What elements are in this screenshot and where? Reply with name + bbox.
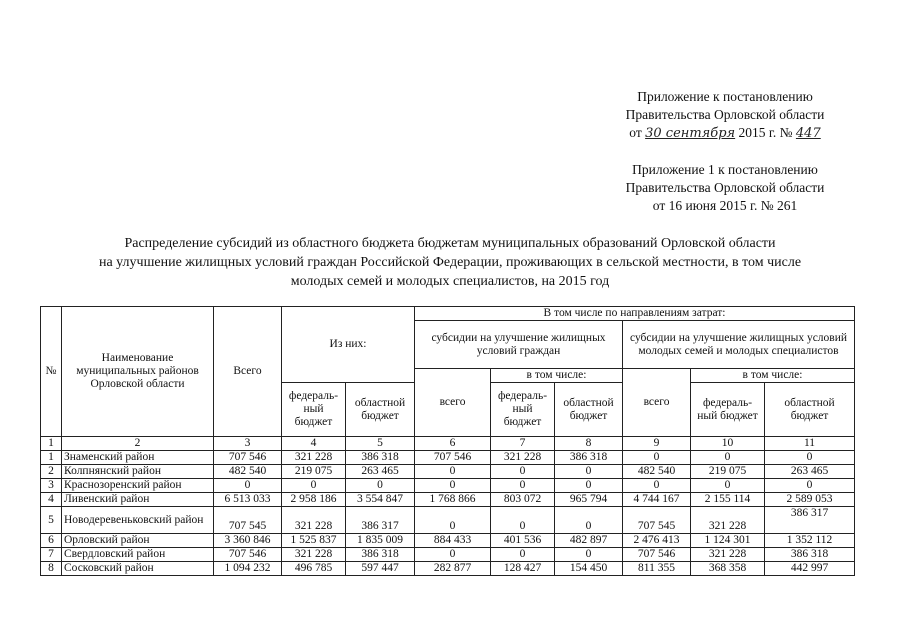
header-citizens-regional: областной бюджет	[555, 383, 623, 437]
header-subsidy-young: субсидии на улучшение жилищных условий молодых семей и молодых специалистов	[623, 321, 855, 369]
col-number: 8	[555, 437, 623, 451]
appendix-header	[560, 88, 890, 143]
amount-cell: 321 228	[282, 507, 346, 534]
amount-cell: 3 360 846	[214, 534, 282, 548]
district-name-cell: Сосковский район	[62, 562, 214, 576]
date-prefix: от	[629, 125, 642, 140]
document-title	[40, 234, 860, 291]
amount-cell: 368 358	[691, 562, 765, 576]
amount-cell: 0	[415, 479, 491, 493]
amount-cell: 0	[765, 451, 855, 465]
col-number: 5	[346, 437, 415, 451]
appendix-line2: Правительства Орловской области	[625, 107, 825, 122]
amount-cell: 0	[346, 479, 415, 493]
amount-cell: 321 228	[691, 548, 765, 562]
row-number-cell: 1	[41, 451, 62, 465]
col-number: 10	[691, 437, 765, 451]
table-body	[41, 451, 855, 576]
amount-cell: 0	[555, 479, 623, 493]
header-young-total: всего	[623, 369, 691, 437]
amount-cell: 803 072	[491, 493, 555, 507]
col-number: 6	[415, 437, 491, 451]
table-row	[41, 451, 855, 465]
appendix-line1: Приложение к постановлению	[637, 89, 813, 104]
amount-cell: 0	[491, 465, 555, 479]
amount-cell: 2 589 053	[765, 493, 855, 507]
header-young-regional: областной бюджет	[765, 383, 855, 437]
amount-cell: 0	[491, 479, 555, 493]
orig-appendix-line2: Правительства Орловской области	[625, 180, 825, 195]
col-number: 7	[491, 437, 555, 451]
amount-cell: 707 546	[214, 548, 282, 562]
amount-cell: 707 545	[214, 507, 282, 534]
amount-cell: 1 768 866	[415, 493, 491, 507]
amount-cell: 811 355	[623, 562, 691, 576]
district-name-cell: Колпнянский район	[62, 465, 214, 479]
amount-cell: 1 525 837	[282, 534, 346, 548]
amount-cell: 0	[214, 479, 282, 493]
table-row	[41, 548, 855, 562]
col-number: 9	[623, 437, 691, 451]
title-line2: на улучшение жилищных условий граждан Российской Федерации, проживающих в сельской местности, в том числе	[98, 255, 802, 270]
district-name-cell: Новодеревеньковский район	[62, 507, 214, 534]
row-number-cell: 6	[41, 534, 62, 548]
amount-cell: 0	[623, 451, 691, 465]
amount-cell: 442 997	[765, 562, 855, 576]
col-number: 3	[214, 437, 282, 451]
header-citizens-total: всего	[415, 369, 491, 437]
row-number-cell: 2	[41, 465, 62, 479]
header-total: Всего	[214, 307, 282, 437]
table-row	[41, 534, 855, 548]
amount-cell: 386 318	[765, 548, 855, 562]
amount-cell: 0	[282, 479, 346, 493]
amount-cell: 0	[555, 548, 623, 562]
header-name: Наименование муниципальных районов Орловской области	[62, 307, 214, 437]
table-row	[41, 479, 855, 493]
header-young-incl: в том числе:	[691, 369, 855, 383]
district-name-cell: Свердловский район	[62, 548, 214, 562]
row-number-cell: 3	[41, 479, 62, 493]
amount-cell: 0	[415, 548, 491, 562]
amount-cell: 386 318	[555, 451, 623, 465]
amount-cell: 1 352 112	[765, 534, 855, 548]
header-citizens-federal: федераль-ный бюджет	[491, 383, 555, 437]
handwritten-number: 447	[795, 126, 821, 141]
amount-cell: 1 124 301	[691, 534, 765, 548]
amount-cell: 321 228	[691, 507, 765, 534]
original-appendix-header	[560, 161, 890, 215]
subsidy-table	[40, 306, 855, 576]
amount-cell: 386 318	[346, 548, 415, 562]
header-regional: областной бюджет	[346, 383, 415, 437]
col-number: 11	[765, 437, 855, 451]
amount-cell: 884 433	[415, 534, 491, 548]
amount-cell: 6 513 033	[214, 493, 282, 507]
amount-cell: 2 155 114	[691, 493, 765, 507]
amount-cell: 0	[623, 479, 691, 493]
amount-cell: 0	[555, 507, 623, 534]
orig-appendix-line1: Приложение 1 к постановлению	[632, 162, 818, 177]
amount-cell: 0	[555, 465, 623, 479]
amount-cell: 965 794	[555, 493, 623, 507]
amount-cell: 263 465	[346, 465, 415, 479]
amount-cell: 482 540	[214, 465, 282, 479]
row-number-cell: 5	[41, 507, 62, 534]
amount-cell: 263 465	[765, 465, 855, 479]
district-name-cell: Орловский район	[62, 534, 214, 548]
table-row	[41, 493, 855, 507]
district-name-cell: Краснозоренский район	[62, 479, 214, 493]
amount-cell: 4 744 167	[623, 493, 691, 507]
amount-cell: 597 447	[346, 562, 415, 576]
amount-cell: 496 785	[282, 562, 346, 576]
amount-cell: 321 228	[491, 451, 555, 465]
amount-cell: 401 536	[491, 534, 555, 548]
amount-cell: 128 427	[491, 562, 555, 576]
amount-cell: 2 958 186	[282, 493, 346, 507]
header-young-federal: федераль-ный бюджет	[691, 383, 765, 437]
amount-cell: 386 318	[346, 451, 415, 465]
row-number-cell: 7	[41, 548, 62, 562]
amount-cell: 3 554 847	[346, 493, 415, 507]
amount-cell: 707 546	[214, 451, 282, 465]
title-line1: Распределение субсидий из областного бюджета бюджетам муниципальных образований Орловской области	[124, 236, 776, 251]
header-num: №	[41, 307, 62, 437]
district-name-cell: Ливенский район	[62, 493, 214, 507]
row-number-cell: 4	[41, 493, 62, 507]
appendix-date-line	[560, 124, 890, 143]
amount-cell: 1 094 232	[214, 562, 282, 576]
amount-cell: 1 835 009	[346, 534, 415, 548]
date-suffix: 2015 г. №	[738, 125, 793, 140]
column-number-row	[41, 437, 855, 451]
table-row	[41, 465, 855, 479]
amount-cell: 0	[491, 507, 555, 534]
table-row	[41, 507, 855, 534]
amount-cell: 0	[415, 465, 491, 479]
col-number: 1	[41, 437, 62, 451]
amount-cell: 0	[491, 548, 555, 562]
table-row	[41, 562, 855, 576]
amount-cell: 321 228	[282, 548, 346, 562]
amount-cell: 0	[691, 479, 765, 493]
amount-cell: 219 075	[691, 465, 765, 479]
header-federal: федераль-ный бюджет	[282, 383, 346, 437]
amount-cell: 482 897	[555, 534, 623, 548]
amount-cell: 707 546	[623, 548, 691, 562]
amount-cell: 219 075	[282, 465, 346, 479]
col-number: 4	[282, 437, 346, 451]
amount-cell: 0	[415, 507, 491, 534]
row-number-cell: 8	[41, 562, 62, 576]
title-line3: молодых семей и молодых специалистов, на 2015 год	[290, 274, 610, 289]
header-by-direction: В том числе по направлениям затрат:	[415, 307, 855, 321]
amount-cell: 0	[765, 479, 855, 493]
amount-cell: 707 546	[415, 451, 491, 465]
amount-cell: 482 540	[623, 465, 691, 479]
amount-cell: 386 317	[346, 507, 415, 534]
header-subsidy-citizens: субсидии на улучшение жилищных условий граждан	[415, 321, 623, 369]
district-name-cell: Знаменский район	[62, 451, 214, 465]
amount-cell: 154 450	[555, 562, 623, 576]
amount-cell: 0	[691, 451, 765, 465]
amount-cell: 386 317	[765, 507, 855, 534]
handwritten-date: 30 сентября	[645, 126, 736, 141]
amount-cell: 2 476 413	[623, 534, 691, 548]
amount-cell: 707 545	[623, 507, 691, 534]
header-citizens-incl: в том числе:	[491, 369, 623, 383]
col-number: 2	[62, 437, 214, 451]
orig-appendix-line3: от 16 июня 2015 г. № 261	[652, 198, 798, 213]
header-of-them: Из них:	[282, 307, 415, 383]
amount-cell: 321 228	[282, 451, 346, 465]
amount-cell: 282 877	[415, 562, 491, 576]
